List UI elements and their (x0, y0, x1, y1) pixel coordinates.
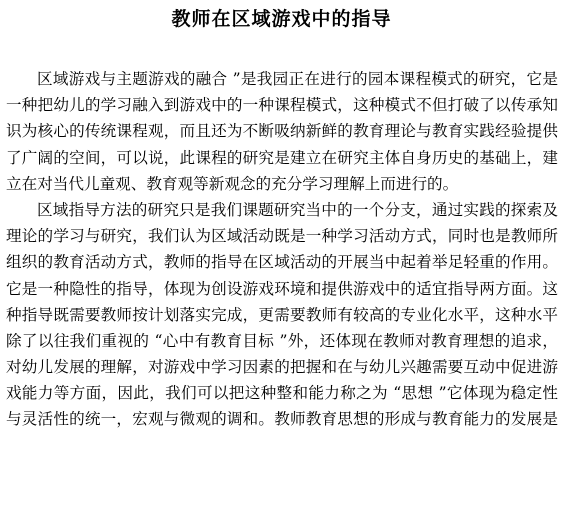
paragraph-1-line-5: 立在对当代儿童观、教育观等新观念的充分学习理解上而进行的。 (6, 174, 459, 193)
paragraph-1-line-3: 识为核心的传统课程观，而且还为不断吸纳新鲜的教育理论与教育实践经验提供 (6, 122, 558, 141)
paragraph-2-line-6: 除了以往我们重视的 “心中有教育目标 ”外，还体现在教师对教育理想的追求， (6, 331, 558, 350)
paragraph-1-line-1: 区域游戏与主题游戏的融合 ”是我园正在进行的园本课程模式的研究，它是 (37, 70, 558, 88)
paragraph-2-line-7: 对幼儿发展的理解，对游戏中学习因素的把握和在与幼儿兴趣需要互动中促进游 (6, 358, 558, 377)
paragraph-2-line-8: 戏能力等方面，因此，我们可以把这种整和能力称之为 “思想 ”它体现为稳定性 (6, 384, 558, 403)
paragraph-2-line-9: 与灵活性的统一，宏观与微观的调和。教师教育思想的形成与教育能力的发展是 (6, 410, 558, 429)
paragraph-2-line-1: 区域指导方法的研究只是我们课题研究当中的一个分支，通过实践的探索及 (37, 200, 558, 219)
paragraph-1-line-4: 了广阔的空间，可以说，此课程的研究是建立在研究主体自身历史的基础上，建 (6, 148, 558, 167)
document-title: 教师在区域游戏中的指导 (171, 8, 392, 30)
paragraph-1-line-2: 一种把幼儿的学习融入到游戏中的一种课程模式，这种模式不但打破了以传承知 (6, 96, 558, 115)
document-body (6, 66, 558, 433)
paragraph-2-line-2: 理论的学习与研究，我们认为区域活动既是一种学习活动方式，同时也是教师所 (6, 227, 558, 246)
paragraph-2-line-3: 组织的教育活动方式，教师的指导在区域活动的开展当中起着举足轻重的作用。 (6, 253, 558, 272)
paragraph-2-line-4: 它是一种隐性的指导，体现为创设游戏环境和提供游戏中的适宜指导两方面。这 (6, 279, 558, 298)
paragraph-2-line-5: 种指导既需要教师按计划落实完成，更需要教师有较高的专业化水平，这种水平 (6, 305, 558, 324)
